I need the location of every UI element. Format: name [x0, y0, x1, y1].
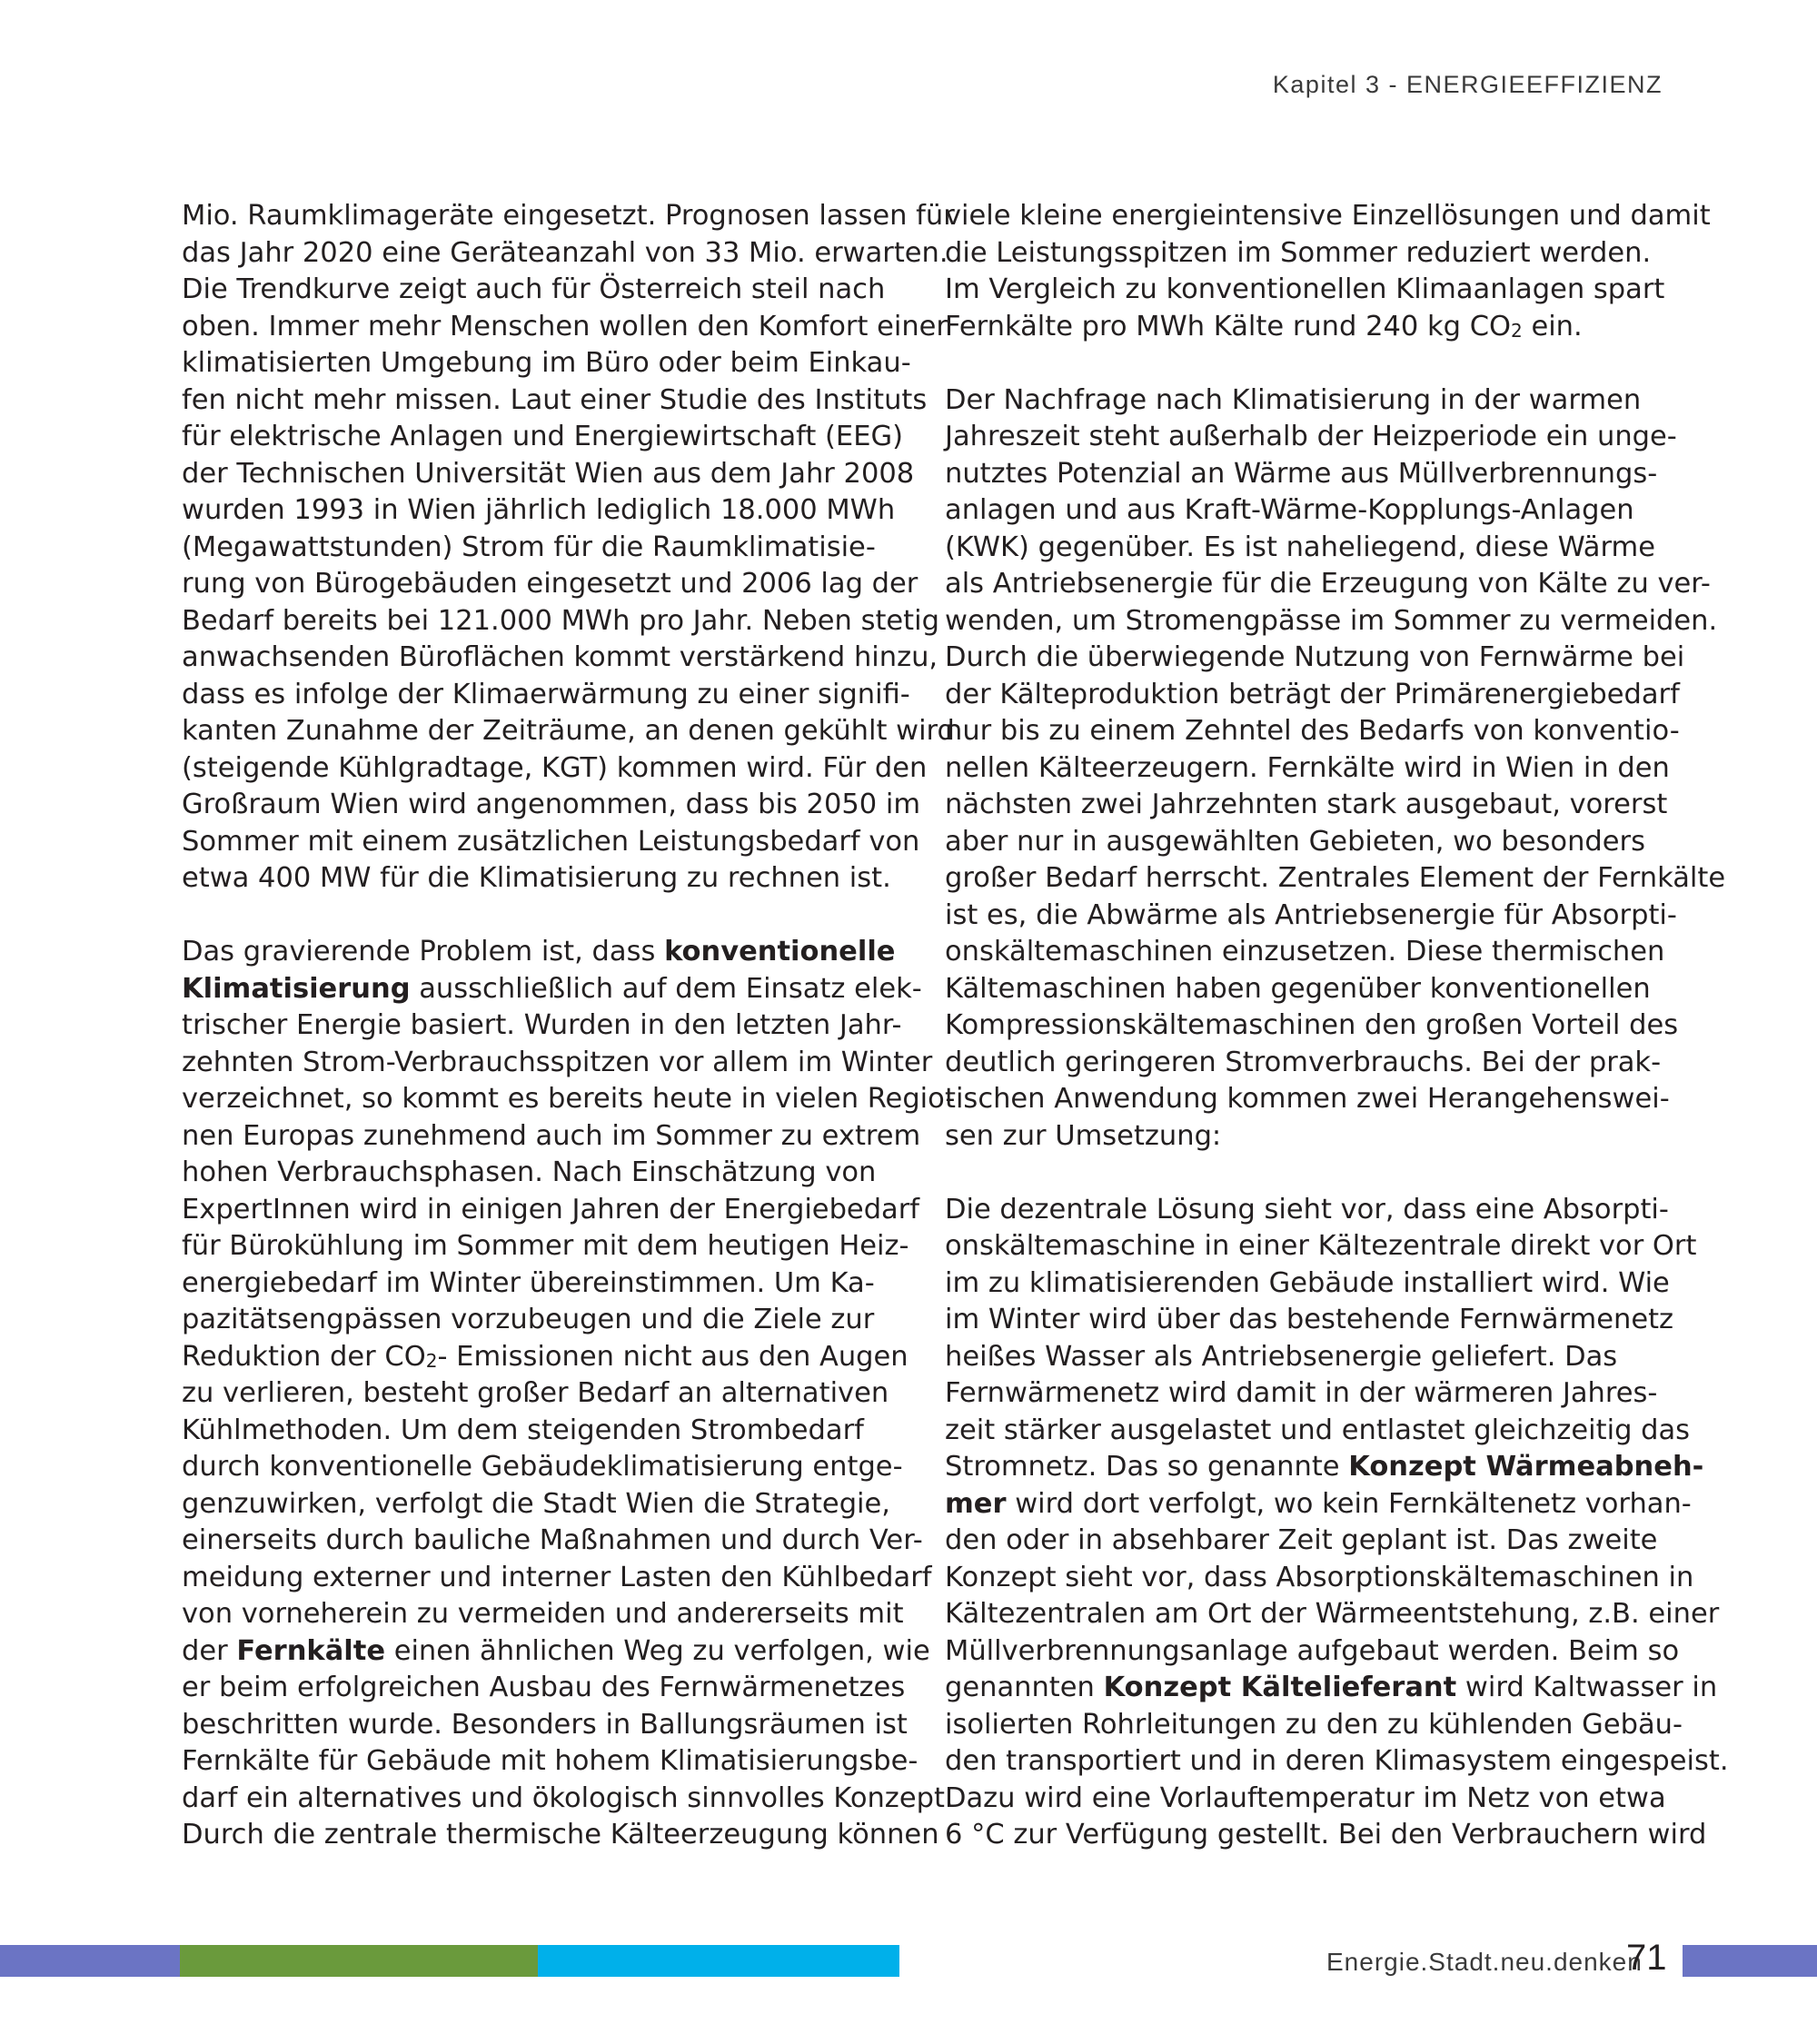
text-line: zeit stärker ausgelastet und entlastet gleichzeitig das [945, 1414, 1691, 1446]
text-line: deutlich geringeren Stromverbrauchs. Bei der prak- [945, 1046, 1662, 1078]
text-line: Die Trendkurve zeigt auch für Österreich steil nach [182, 273, 886, 305]
text-line: Durch die überwiegende Nutzung von Fernwärme bei [945, 641, 1685, 673]
text-line: Die dezentrale Lösung sieht vor, dass eine Absorpti- [945, 1193, 1669, 1225]
text-line: onskältemaschine in einer Kältezentrale direkt vor Ort [945, 1230, 1697, 1262]
bold-term: Konzept Kältelieferant [1103, 1672, 1457, 1703]
text-line: Kältemaschinen haben gegenüber konventionellen [945, 972, 1651, 1005]
text-line: klimatisierten Umgebung im Büro oder beim Einkau- [182, 347, 911, 379]
page-number: 71 [1626, 1938, 1667, 1978]
text-line: die Leistungsspitzen im Sommer reduziert werden. [945, 236, 1652, 269]
text-line: Im Vergleich zu konventionellen Klimaanlagen spart [945, 273, 1665, 305]
text-line: Das gravierende Problem ist, dass konventionelle [182, 936, 896, 967]
bold-term: Konzept Wärmeabneh- [1348, 1451, 1704, 1483]
text-line: aber nur in ausgewählten Gebieten, wo besonders [945, 825, 1645, 858]
footer-bar-cyan [538, 1945, 899, 1977]
text-line: meidung externer und interner Lasten den Kühlbedarf [182, 1561, 932, 1593]
chapter-header: Kapitel 3 - ENERGIEEFFIZIENZ [1272, 71, 1663, 98]
text-line: Der Nachfrage nach Klimatisierung in der warmen [945, 383, 1642, 416]
text-line: Reduktion der $CO_2-$ Emissionen nicht aus den Augen [182, 1340, 908, 1373]
text-line: zu verlieren, besteht großer Bedarf an alternativen [182, 1377, 889, 1409]
text-line: im Winter wird über das bestehende Fernwärmenetz [945, 1304, 1674, 1335]
text-line: dass es infolge der Klimaerwärmung zu einer signifi- [182, 678, 910, 710]
text-line: Sommer mit einem zusätzlichen Leistungsbedarf von [182, 825, 920, 858]
text-line: Jahreszeit steht außerhalb der Heizperiode ein unge- [945, 421, 1677, 452]
text-line: beschritten wurde. Besonders in Ballungsräumen ist [182, 1708, 908, 1741]
text-line: nen Europas zunehmend auch im Sommer zu extrem [182, 1119, 921, 1152]
bold-term: konventionelle [664, 936, 896, 967]
text-line: durch konventionelle Gebäudeklimatisierung entge- [182, 1451, 903, 1483]
footer-bar-purple-left [0, 1945, 180, 1977]
paragraph-2 [182, 934, 956, 1854]
text-line: hohen Verbrauchsphasen. Nach Einschätzung von [182, 1156, 877, 1188]
text-line: nellen Kälteerzeugern. Fernkälte wird in Wien in den [945, 751, 1670, 784]
text-line: rung von Bürogebäuden eingesetzt und 2006 lag der [182, 568, 918, 600]
text-line: Kühlmethoden. Um dem steigenden Strombedarf [182, 1414, 864, 1446]
text-line: der Kälteproduktion beträgt der Primärenergiebedarf [945, 678, 1680, 710]
text-line: zehnten Strom-Verbrauchsspitzen vor allem im Winter [182, 1046, 933, 1078]
paragraph-1 [182, 198, 955, 898]
text-line: 6 °C zur Verfügung gestellt. Bei den Verbrauchern wird [945, 1819, 1707, 1851]
text-line: Klimatisierung ausschließlich auf dem Einsatz elek- [182, 972, 922, 1005]
text-line: heißes Wasser als Antriebsenergie geliefert. Das [945, 1340, 1618, 1373]
text-line: verzeichnet, so kommt es bereits heute in vielen Regio- [182, 1083, 956, 1115]
text-line: von vorneherein zu vermeiden und andererseits mit [182, 1598, 904, 1630]
text-line: ist es, die Abwärme als Antriebsenergie für Absorpti- [945, 898, 1677, 931]
text-line: als Antriebsenergie für die Erzeugung von Kälte zu ver- [945, 568, 1711, 600]
text-line: ExpertInnen wird in einigen Jahren der Energiebedarf [182, 1193, 920, 1225]
text-line: Kompressionskältemaschinen den großen Vorteil des [945, 1009, 1679, 1041]
text-line: mer wird dort verfolgt, wo kein Fernkältenetz vorhan- [945, 1487, 1692, 1520]
text-line: energiebedarf im Winter übereinstimmen. Um Ka- [182, 1266, 875, 1299]
text-line: nutztes Potenzial an Wärme aus Müllverbrennungs- [945, 457, 1658, 490]
text-line: Stromnetz. Das so genannte Konzept Wärmeabneh- [945, 1451, 1704, 1483]
text-line: für Bürokühlung im Sommer mit dem heutigen Heiz- [182, 1230, 909, 1262]
text-line: Müllverbrennungsanlage aufgebaut werden. Beim so [945, 1634, 1680, 1667]
text-line: der Fernkälte einen ähnlichen Weg zu verfolgen, wie [182, 1634, 930, 1667]
text-line: für elektrische Anlagen und Energiewirtschaft (EEG) [182, 421, 904, 452]
text-line: der Technischen Universität Wien aus dem Jahr 2008 [182, 457, 915, 490]
text-line: Dazu wird eine Vorlauftemperatur im Netz von etwa [945, 1781, 1666, 1814]
text-line: Durch die zentrale thermische Kälteerzeugung können [182, 1819, 939, 1851]
text-line: anwachsenden Büroflächen kommt verstärkend hinzu, [182, 641, 938, 673]
text-line: großer Bedarf herrscht. Zentrales Element der Fernkälte [945, 862, 1726, 894]
text-line: fen nicht mehr missen. Laut einer Studie des Instituts [182, 383, 928, 416]
text-line: (steigende Kühlgradtage, KGT) kommen wird. Für den [182, 751, 928, 784]
footer-bar-green [180, 1945, 538, 1977]
text-line: er beim erfolgreichen Ausbau des Fernwärmenetzes [182, 1672, 906, 1703]
text-line: wenden, um Stromengpässe im Sommer zu vermeiden. [945, 604, 1718, 637]
text-line: (KWK) gegenüber. Es ist naheliegend, diese Wärme [945, 531, 1655, 563]
text-line: isolierten Rohrleitungen zu den zu kühlenden Gebäu- [945, 1708, 1683, 1741]
text-line: anlagen und aus Kraft-Wärme-Kopplungs-Anlagen [945, 494, 1634, 526]
text-line: den oder in absehbarer Zeit geplant ist. Das zweite [945, 1524, 1658, 1556]
text-line: Bedarf bereits bei 121.000 MWh pro Jahr. Neben stetig [182, 604, 939, 637]
paragraph-3 [945, 1192, 1729, 1854]
text-line: Fernkälte pro MWh Kälte rund 240 kg $CO_2$ ein. [945, 310, 1583, 342]
footer-title: Energie.Stadt.neu.denken [1326, 1948, 1643, 1976]
paragraph-1 [945, 198, 1711, 345]
bold-term: Fernkälte [236, 1634, 385, 1667]
bold-term: Klimatisierung [182, 972, 411, 1005]
text-line: einerseits durch bauliche Maßnahmen und durch Ver- [182, 1524, 923, 1556]
text-line: tischen Anwendung kommen zwei Herangehenswei- [945, 1083, 1670, 1115]
text-line: im zu klimatisierenden Gebäude installiert wird. Wie [945, 1266, 1670, 1299]
text-line: Fernkälte für Gebäude mit hohem Klimatisierungsbe- [182, 1745, 918, 1777]
text-line: Konzept sieht vor, dass Absorptionskältemaschinen in [945, 1561, 1694, 1593]
text-line: Fernwärmenetz wird damit in der wärmeren Jahres- [945, 1377, 1658, 1409]
text-line: Kältezentralen am Ort der Wärmeentstehung, z.B. einer [945, 1598, 1720, 1630]
text-line: oben. Immer mehr Menschen wollen den Komfort einer [182, 310, 948, 342]
text-line: Mio. Raumklimageräte eingesetzt. Prognosen lassen für [182, 200, 955, 232]
text-line: darf ein alternatives und ökologisch sinnvolles Konzept. [182, 1781, 954, 1814]
paragraph-2 [945, 382, 1726, 1156]
footer-bar-purple-right [1683, 1945, 1817, 1977]
text-line: kanten Zunahme der Zeiträume, an denen gekühlt wird [182, 715, 955, 747]
text-line: den transportiert und in deren Klimasystem eingespeist. [945, 1745, 1729, 1777]
left-column [182, 198, 956, 1854]
text-line: Großraum Wien wird angenommen, dass bis 2050 im [182, 789, 921, 820]
text-line: viele kleine energieintensive Einzellösungen und damit [945, 200, 1711, 232]
bold-term: mer [945, 1487, 1007, 1520]
text-line: genzuwirken, verfolgt die Stadt Wien die Strategie, [182, 1487, 890, 1520]
text-line: das Jahr 2020 eine Geräteanzahl von 33 Mio. erwarten. [182, 236, 948, 269]
text-line: sen zur Umsetzung: [945, 1119, 1222, 1152]
text-line: genannten Konzept Kältelieferant wird Kaltwasser in [945, 1672, 1718, 1703]
text-line: wurden 1993 in Wien jährlich lediglich 18.000 MWh [182, 494, 896, 526]
text-line: pazitätsengpässen vorzubeugen und die Ziele zur [182, 1304, 875, 1335]
right-column [945, 198, 1729, 1854]
text-line: onskältemaschinen einzusetzen. Diese thermischen [945, 936, 1665, 967]
text-line: (Megawattstunden) Strom für die Raumklimatisie- [182, 531, 876, 563]
text-line: etwa 400 MW für die Klimatisierung zu rechnen ist. [182, 862, 891, 894]
text-line: trischer Energie basiert. Wurden in den letzten Jahr- [182, 1009, 902, 1041]
text-line: nur bis zu einem Zehntel des Bedarfs von konventio- [945, 715, 1680, 747]
text-line: nächsten zwei Jahrzehnten stark ausgebaut, vorerst [945, 789, 1668, 820]
